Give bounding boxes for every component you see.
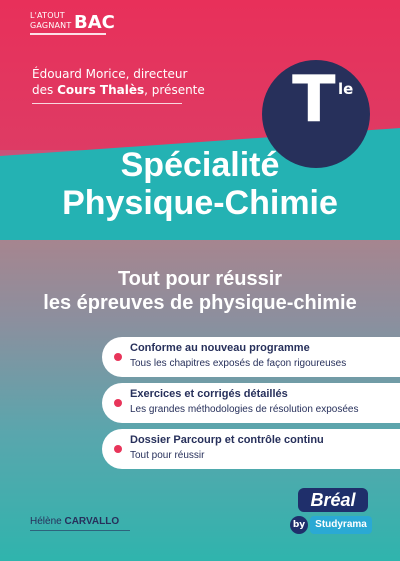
bullet-icon: [114, 353, 122, 361]
series-logo-line2: GAGNANT: [30, 21, 72, 30]
author-name: [30, 516, 119, 527]
series-logo-brand: BAC: [74, 12, 115, 33]
presenter-line2-prefix: des: [32, 83, 58, 97]
presenter-line2-suffix: , présente: [144, 83, 205, 97]
feature-title: Exercices et corrigés détaillés: [130, 388, 288, 400]
publisher-logo: [298, 488, 368, 512]
feature-subtitle: Tous les chapitres exposés de façon rigoureuses: [130, 358, 347, 369]
author-first-name: Hélène: [30, 516, 65, 527]
bullet-icon: [114, 445, 122, 453]
presenter-credit: [32, 66, 205, 98]
title-line1: Spécialité: [120, 146, 280, 184]
level-letter: T: [292, 63, 336, 137]
feature-subtitle: Tout pour réussir: [130, 450, 205, 461]
presenter-school-name: Cours Thalès: [57, 83, 145, 97]
publisher-name: Bréal: [310, 490, 356, 510]
series-logo-line1: L'ATOUT: [30, 11, 65, 20]
feature-title: Conforme au nouveau programme: [130, 342, 310, 354]
series-logo: [30, 10, 115, 37]
level-superscript: le: [338, 80, 354, 98]
title-line2: Physique-Chimie: [62, 184, 338, 222]
feature-item: [102, 383, 400, 423]
author-last-name: CARVALLO: [64, 516, 120, 527]
series-logo-underline: [30, 33, 106, 35]
tagline-line1: Tout pour réussir: [117, 268, 283, 290]
tagline-line2: les épreuves de physique-chimie: [43, 292, 357, 314]
feature-subtitle: Les grandes méthodologies de résolution exposées: [130, 404, 359, 415]
bullet-icon: [114, 399, 122, 407]
publisher-by-badge: by: [290, 516, 308, 534]
author-divider: [30, 530, 130, 531]
feature-title: Dossier Parcourp et contrôle continu: [130, 434, 324, 446]
feature-item: [102, 337, 400, 377]
presenter-divider: [32, 103, 182, 104]
presenter-line1: Édouard Morice, directeur: [32, 67, 188, 81]
feature-item: [102, 429, 400, 469]
partner-logo: Studyrama: [310, 516, 372, 534]
presenter-line2: [32, 82, 205, 98]
